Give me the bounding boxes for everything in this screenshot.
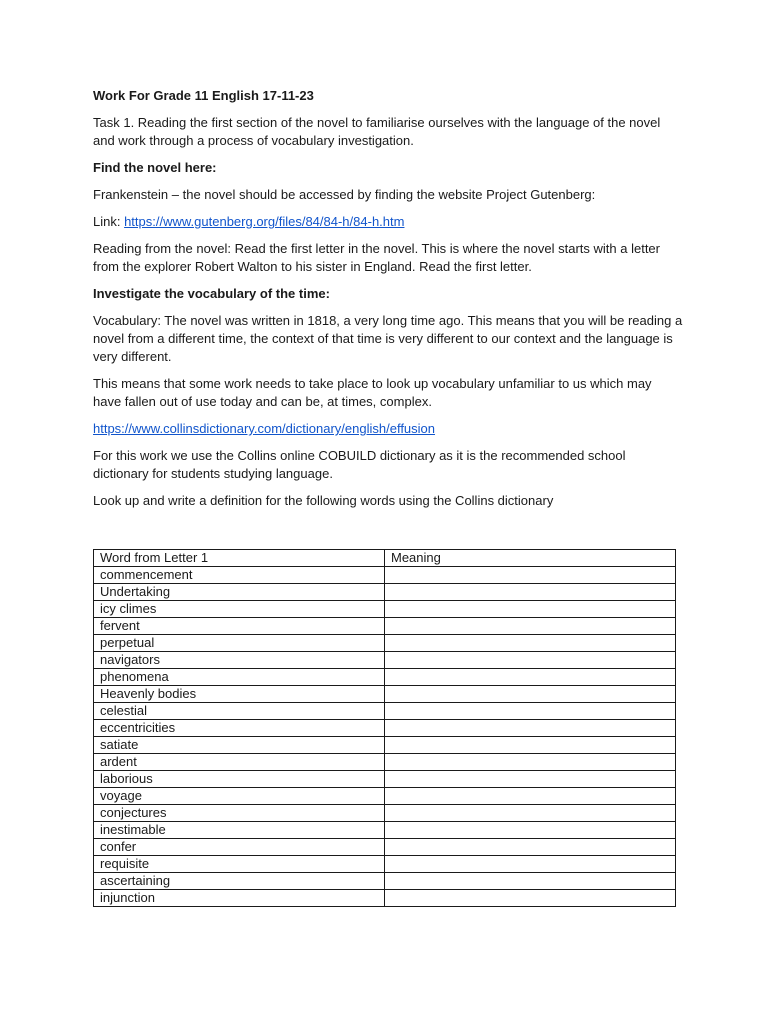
meaning-cell[interactable] (385, 771, 676, 788)
investigate-heading: Investigate the vocabulary of the time: (93, 286, 330, 301)
table-row (94, 737, 676, 754)
gutenberg-link[interactable]: https://www.gutenberg.org/files/84/84-h/84-h.htm (124, 214, 405, 229)
table-row (94, 822, 676, 839)
meaning-cell[interactable] (385, 686, 676, 703)
word-cell: laborious (94, 771, 385, 788)
word-cell: Undertaking (94, 584, 385, 601)
collins-link[interactable]: https://www.collinsdictionary.com/dictionary/english/effusion (93, 421, 436, 436)
word-cell: phenomena (94, 669, 385, 686)
vocabulary-table (93, 549, 676, 907)
meaning-cell[interactable] (385, 754, 676, 771)
word-cell: icy climes (94, 601, 385, 618)
meaning-cell[interactable] (385, 805, 676, 822)
meaning-cell[interactable] (385, 856, 676, 873)
word-cell: voyage (94, 788, 385, 805)
meaning-cell[interactable] (385, 720, 676, 737)
table-row (94, 890, 676, 907)
word-cell: fervent (94, 618, 385, 635)
table-row (94, 567, 676, 584)
word-cell: perpetual (94, 635, 385, 652)
vocabulary-paragraph: Vocabulary: The novel was written in 1818, a very long time ago. This means that you will be reading a novel from a different time, the context of that time is very different to our context and the language is very different. (93, 313, 683, 364)
table-row (94, 601, 676, 618)
table-header-row (94, 550, 676, 567)
collins-link-line (93, 420, 683, 438)
table-row (94, 703, 676, 720)
table-row (94, 584, 676, 601)
meaning-cell[interactable] (385, 890, 676, 907)
meaning-cell[interactable] (385, 618, 676, 635)
find-novel-heading: Find the novel here: (93, 160, 217, 175)
table-row (94, 720, 676, 737)
word-cell: conjectures (94, 805, 385, 822)
word-cell: celestial (94, 703, 385, 720)
table-row (94, 856, 676, 873)
table-row (94, 754, 676, 771)
document-body (93, 87, 683, 519)
table-row (94, 652, 676, 669)
meaning-cell[interactable] (385, 703, 676, 720)
table-row (94, 686, 676, 703)
meaning-cell[interactable] (385, 635, 676, 652)
link-label: Link: (93, 214, 125, 229)
header-meaning: Meaning (385, 550, 676, 567)
word-cell: injunction (94, 890, 385, 907)
word-cell: ardent (94, 754, 385, 771)
meaning-cell[interactable] (385, 873, 676, 890)
meaning-cell[interactable] (385, 839, 676, 856)
meaning-cell[interactable] (385, 737, 676, 754)
word-cell: commencement (94, 567, 385, 584)
table-row (94, 635, 676, 652)
meaning-cell[interactable] (385, 601, 676, 618)
means-paragraph: This means that some work needs to take place to look up vocabulary unfamiliar to us which may have fallen out of use today and can be, at times, complex. (93, 376, 652, 409)
lookup-instruction: Look up and write a definition for the following words using the Collins dictionary (93, 493, 554, 508)
word-cell: confer (94, 839, 385, 856)
table-row (94, 788, 676, 805)
meaning-cell[interactable] (385, 584, 676, 601)
table-row (94, 805, 676, 822)
meaning-cell[interactable] (385, 669, 676, 686)
table-row (94, 618, 676, 635)
meaning-cell[interactable] (385, 822, 676, 839)
table-row (94, 771, 676, 788)
page-title: Work For Grade 11 English 17-11-23 (93, 88, 314, 103)
word-cell: inestimable (94, 822, 385, 839)
word-cell: Heavenly bodies (94, 686, 385, 703)
table-row (94, 839, 676, 856)
gutenberg-link-line (93, 213, 683, 231)
meaning-cell[interactable] (385, 652, 676, 669)
table-body (94, 567, 676, 907)
word-cell: navigators (94, 652, 385, 669)
reading-paragraph: Reading from the novel: Read the first letter in the novel. This is where the novel starts with a letter from the explorer Robert Walton to his sister in England. Read the first letter. (93, 241, 660, 274)
word-cell: eccentricities (94, 720, 385, 737)
frankenstein-paragraph: Frankenstein – the novel should be accessed by finding the website Project Gutenberg: (93, 187, 596, 202)
word-cell: requisite (94, 856, 385, 873)
table-row (94, 873, 676, 890)
table-row (94, 669, 676, 686)
meaning-cell[interactable] (385, 788, 676, 805)
word-cell: satiate (94, 737, 385, 754)
word-cell: ascertaining (94, 873, 385, 890)
task-paragraph: Task 1. Reading the first section of the novel to familiarise ourselves with the language of the novel and work through a process of vocabulary investigation. (93, 115, 661, 148)
collins-paragraph: For this work we use the Collins online COBUILD dictionary as it is the recommended school dictionary for students studying language. (93, 448, 626, 481)
meaning-cell[interactable] (385, 567, 676, 584)
header-word: Word from Letter 1 (94, 550, 385, 567)
